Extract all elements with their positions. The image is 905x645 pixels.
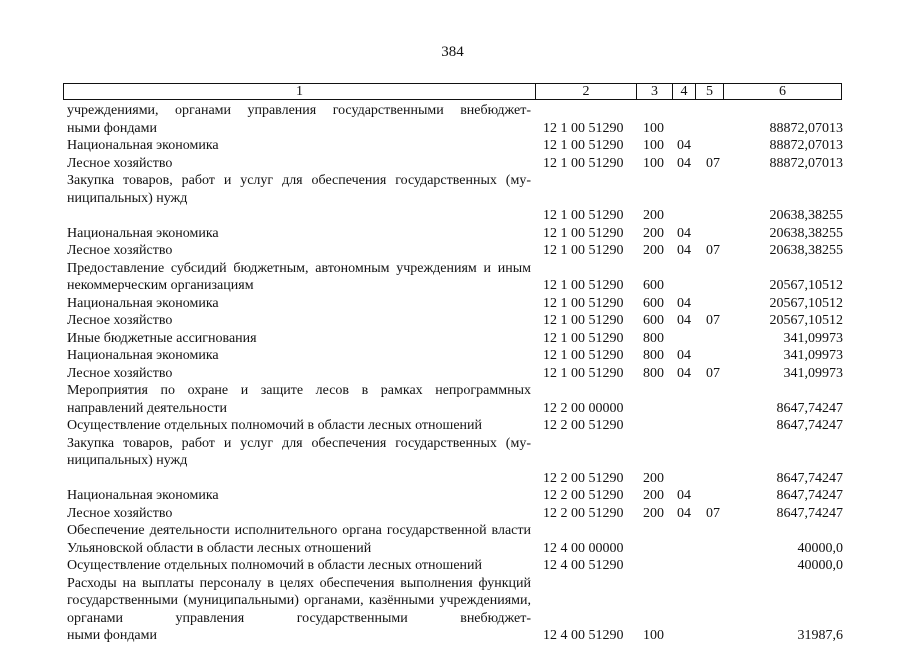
header-col-5: 5 <box>696 84 724 99</box>
row-vr: 200 <box>643 505 664 521</box>
table-row <box>0 102 905 137</box>
row-description: Национальная экономика <box>67 225 219 241</box>
row-sum: 8647,74247 <box>776 470 843 486</box>
row-sum: 8647,74247 <box>776 418 843 433</box>
row-description: Национальная экономика <box>67 138 219 153</box>
row-vr: 200 <box>643 470 664 486</box>
row-code: 12 1 00 51290 <box>543 155 624 171</box>
row-rz: 04 <box>677 488 691 503</box>
row-sum: 341,09973 <box>783 348 843 363</box>
row-description: Закупка товаров, работ и услуг для обеспечения государственных (му- ниципальных) нужд <box>67 435 531 468</box>
row-description: Предоставление субсидий бюджетным, автономным учреждениям и иным некоммерческим организациям <box>67 260 531 293</box>
row-description: учреждениями, органами управления государственными внебюджет- ными фондами <box>67 103 531 136</box>
row-sum: 20567,10512 <box>769 313 843 328</box>
row-description: Обеспечение деятельности исполнительного органа государственной власти Ульяновской области в области лесных отношений <box>67 523 531 556</box>
row-rz: 04 <box>677 505 691 521</box>
row-code: 12 2 00 00000 <box>543 400 624 416</box>
row-vr: 600 <box>643 313 664 328</box>
row-code: 12 2 00 51290 <box>543 505 624 521</box>
row-code: 12 1 00 51290 <box>543 243 624 258</box>
row-description: Национальная экономика <box>67 348 219 363</box>
row-description: Лесное хозяйство <box>67 155 173 171</box>
row-description: Лесное хозяйство <box>67 365 173 381</box>
row-rz: 04 <box>677 155 691 171</box>
row-description: Лесное хозяйство <box>67 505 173 521</box>
header-col-6: 6 <box>779 84 786 99</box>
row-code: 12 1 00 51290 <box>543 330 624 346</box>
row-vr: 800 <box>643 365 664 381</box>
row-vr: 600 <box>643 278 664 293</box>
row-code: 12 1 00 51290 <box>543 348 624 363</box>
row-rz: 04 <box>677 365 691 381</box>
row-sum: 341,09973 <box>783 365 843 381</box>
table-row <box>0 312 905 330</box>
row-vr: 800 <box>643 330 664 346</box>
row-description: Национальная экономика <box>67 488 219 503</box>
row-pr: 07 <box>706 243 720 258</box>
row-description: Лесное хозяйство <box>67 313 173 328</box>
header-col-1: 1 <box>64 84 536 99</box>
row-code: 12 2 00 51290 <box>543 418 624 433</box>
table-row <box>0 260 905 295</box>
row-code: 12 1 00 51290 <box>543 295 624 311</box>
row-code: 12 2 00 51290 <box>543 470 624 486</box>
table-row <box>0 487 905 505</box>
row-sum: 20638,38255 <box>769 243 843 258</box>
table-row <box>0 137 905 155</box>
row-rz: 04 <box>677 138 691 153</box>
table-row <box>0 575 905 645</box>
row-code: 12 1 00 51290 <box>543 225 624 241</box>
page-number: 384 <box>441 44 464 60</box>
row-code: 12 1 00 51290 <box>543 120 624 136</box>
row-code: 12 1 00 51290 <box>543 208 624 223</box>
table-row <box>0 522 905 557</box>
row-sum: 88872,07013 <box>769 138 843 153</box>
row-vr: 800 <box>643 348 664 363</box>
row-vr: 100 <box>643 155 664 171</box>
row-vr: 200 <box>643 488 664 503</box>
row-code: 12 4 00 51290 <box>543 628 624 643</box>
row-code: 12 4 00 00000 <box>543 540 624 556</box>
table-row <box>0 295 905 313</box>
header-col-3: 3 <box>637 84 673 99</box>
row-sum: 31987,6 <box>797 628 843 643</box>
row-sum: 8647,74247 <box>776 505 843 521</box>
header-col-4: 4 <box>673 84 696 99</box>
table-row <box>0 417 905 435</box>
table-row <box>0 242 905 260</box>
row-pr: 07 <box>706 313 720 328</box>
row-sum: 8647,74247 <box>776 400 843 416</box>
row-sum: 88872,07013 <box>769 120 843 136</box>
row-sum: 341,09973 <box>783 330 843 346</box>
row-description: Осуществление отдельных полномочий в области лесных отношений <box>67 418 483 433</box>
row-sum: 20638,38255 <box>769 225 843 241</box>
row-vr: 600 <box>643 295 664 311</box>
row-description: Осуществление отдельных полномочий в области лесных отношений <box>67 558 483 573</box>
row-pr: 07 <box>706 365 720 381</box>
row-vr: 200 <box>643 243 664 258</box>
row-description: Расходы на выплаты персоналу в целях обеспечения выполнения функций государственными (муниципальными) органами, казёнными учреждениями, органами управления государственными внебюджет- ными фондами <box>67 575 531 643</box>
header-col-2: 2 <box>536 84 637 99</box>
row-sum: 20567,10512 <box>769 278 843 293</box>
row-rz: 04 <box>677 243 691 258</box>
table-header <box>63 83 842 100</box>
row-description: Иные бюджетные ассигнования <box>67 330 257 346</box>
row-rz: 04 <box>677 295 691 311</box>
row-rz: 04 <box>677 225 691 241</box>
table-row <box>0 557 905 575</box>
table-row <box>0 347 905 365</box>
row-code: 12 1 00 51290 <box>543 278 624 293</box>
table-row <box>0 330 905 348</box>
row-vr: 200 <box>643 225 664 241</box>
row-vr: 100 <box>643 120 664 136</box>
row-description: Лесное хозяйство <box>67 243 173 258</box>
table-row <box>0 505 905 523</box>
row-sum: 88872,07013 <box>769 155 843 171</box>
row-sum: 20567,10512 <box>769 295 843 311</box>
table-row <box>0 172 905 225</box>
row-description: Национальная экономика <box>67 295 219 311</box>
row-code: 12 2 00 51290 <box>543 488 624 503</box>
table-row <box>0 435 905 488</box>
row-code: 12 4 00 51290 <box>543 558 624 573</box>
row-vr: 100 <box>643 138 664 153</box>
row-code: 12 1 00 51290 <box>543 365 624 381</box>
table-row <box>0 155 905 173</box>
row-pr: 07 <box>706 505 720 521</box>
row-description: Мероприятия по охране и защите лесов в рамках непрограммных направлений деятельности <box>67 383 531 416</box>
row-sum: 20638,38255 <box>769 208 843 223</box>
row-sum: 8647,74247 <box>776 488 843 503</box>
row-pr: 07 <box>706 155 720 171</box>
row-code: 12 1 00 51290 <box>543 313 624 328</box>
table-row <box>0 225 905 243</box>
row-vr: 100 <box>643 628 664 643</box>
row-vr: 200 <box>643 208 664 223</box>
row-description: Закупка товаров, работ и услуг для обеспечения государственных (му- ниципальных) нужд <box>67 173 531 206</box>
row-sum: 40000,0 <box>797 540 843 556</box>
row-rz: 04 <box>677 348 691 363</box>
row-code: 12 1 00 51290 <box>543 138 624 153</box>
table-body <box>0 102 905 645</box>
row-rz: 04 <box>677 313 691 328</box>
row-sum: 40000,0 <box>797 558 843 573</box>
table-row <box>0 382 905 417</box>
table-row <box>0 365 905 383</box>
